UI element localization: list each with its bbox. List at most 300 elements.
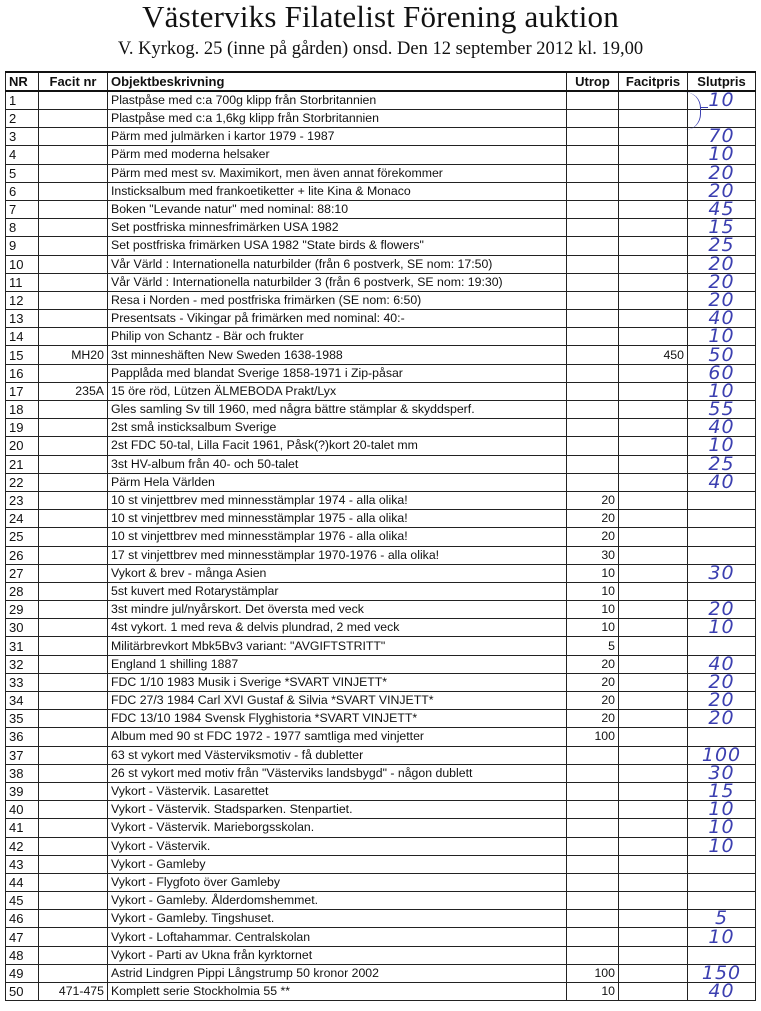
cell-description: Papplåda med blandat Sverige 1858-1971 i Zip-påsar [108, 364, 567, 382]
cell-slutpris: 20 [688, 273, 756, 291]
cell-utrop [567, 110, 619, 128]
cell-description: Vykort - Västervik. Marieborgsskolan. [108, 819, 567, 837]
cell-slutpris: 40 [688, 473, 756, 491]
cell-utrop [567, 746, 619, 764]
cell-slutpris: 70 [688, 128, 756, 146]
cell-slutpris: 40 [688, 655, 756, 673]
cell-description: Pärm Hela Världen [108, 473, 567, 491]
cell-slutpris: 10 [688, 819, 756, 837]
cell-nr: 22 [6, 473, 39, 491]
cell-slutpris: 40 [688, 310, 756, 328]
cell-facitpris [619, 528, 688, 546]
table-row [6, 291, 756, 309]
cell-nr: 38 [6, 764, 39, 782]
cell-facitpris [619, 746, 688, 764]
cell-utrop [567, 128, 619, 146]
cell-facitpris [619, 692, 688, 710]
cell-utrop [567, 473, 619, 491]
cell-facitpris [619, 764, 688, 782]
cell-slutpris [688, 510, 756, 528]
cell-description: Vykort - Gamleby [108, 855, 567, 873]
cell-utrop [567, 346, 619, 364]
cell-nr: 41 [6, 819, 39, 837]
cell-slutpris: 25 [688, 455, 756, 473]
cell-slutpris: 20 [688, 692, 756, 710]
cell-slutpris: 100 [688, 746, 756, 764]
cell-facit-nr [39, 910, 108, 928]
cell-utrop [567, 946, 619, 964]
cell-description: FDC 27/3 1984 Carl XVI Gustaf & Silvia *SVART VINJETT* [108, 692, 567, 710]
cell-description: 4st vykort. 1 med reva & delvis plundrad, 2 med veck [108, 619, 567, 637]
cell-nr: 46 [6, 910, 39, 928]
table-row [6, 273, 756, 291]
cell-slutpris [688, 491, 756, 509]
cell-description: 3st HV-album från 40- och 50-talet [108, 455, 567, 473]
cell-utrop: 20 [567, 491, 619, 509]
cell-facit-nr [39, 419, 108, 437]
cell-nr: 18 [6, 401, 39, 419]
cell-nr: 27 [6, 564, 39, 582]
table-row [6, 328, 756, 346]
cell-nr: 44 [6, 873, 39, 891]
cell-slutpris [688, 873, 756, 891]
cell-description: Pärm med julmärken i kartor 1979 - 1987 [108, 128, 567, 146]
cell-facitpris [619, 728, 688, 746]
cell-nr: 36 [6, 728, 39, 746]
cell-slutpris: 15 [688, 219, 756, 237]
page-title: Västerviks Filatelist Förening auktion [142, 0, 619, 34]
table-row [6, 401, 756, 419]
cell-utrop: 10 [567, 983, 619, 1001]
cell-nr: 42 [6, 837, 39, 855]
cell-nr: 31 [6, 637, 39, 655]
table-row [6, 619, 756, 637]
cell-nr: 1 [6, 91, 39, 110]
cell-description: England 1 shilling 1887 [108, 655, 567, 673]
cell-facit-nr [39, 946, 108, 964]
cell-slutpris [688, 892, 756, 910]
cell-facit-nr [39, 728, 108, 746]
cell-facit-nr [39, 582, 108, 600]
cell-slutpris: 40 [688, 983, 756, 1001]
cell-description: 10 st vinjettbrev med minnesstämplar 1976 - alla olika! [108, 528, 567, 546]
table-row [6, 91, 756, 110]
cell-utrop [567, 182, 619, 200]
cell-slutpris: 150 [688, 964, 756, 982]
cell-slutpris: 15 [688, 782, 756, 800]
cell-slutpris [688, 546, 756, 564]
cell-utrop [567, 164, 619, 182]
cell-slutpris [688, 528, 756, 546]
cell-description: FDC 1/10 1983 Musik i Sverige *SVART VINJETT* [108, 673, 567, 691]
cell-utrop: 20 [567, 510, 619, 528]
table-row [6, 782, 756, 800]
cell-utrop [567, 237, 619, 255]
cell-slutpris: 20 [688, 710, 756, 728]
cell-facitpris [619, 364, 688, 382]
cell-facit-nr [39, 964, 108, 982]
cell-facitpris [619, 710, 688, 728]
cell-description: 2st FDC 50-tal, Lilla Facit 1961, Påsk(?)kort 20-talet mm [108, 437, 567, 455]
cell-slutpris: 45 [688, 200, 756, 218]
cell-description: Set postfriska minnesfrimärken USA 1982 [108, 219, 567, 237]
cell-description: Pärm med mest sv. Maximikort, men även annat förekommer [108, 164, 567, 182]
cell-facitpris [619, 564, 688, 582]
table-row [6, 964, 756, 982]
cell-facit-nr [39, 892, 108, 910]
auction-table [5, 71, 756, 1001]
cell-facit-nr [39, 273, 108, 291]
cell-nr: 5 [6, 164, 39, 182]
cell-utrop [567, 910, 619, 928]
column-header-utrop: Utrop [567, 72, 619, 91]
cell-description: Album med 90 st FDC 1972 - 1977 samtliga med vinjetter [108, 728, 567, 746]
cell-description: 3st mindre jul/nyårskort. Det översta med veck [108, 601, 567, 619]
table-row [6, 582, 756, 600]
cell-description: Philip von Schantz - Bär och frukter [108, 328, 567, 346]
cell-slutpris: 10 [688, 928, 756, 946]
cell-slutpris: 20 [688, 255, 756, 273]
cell-nr: 9 [6, 237, 39, 255]
table-row [6, 164, 756, 182]
cell-description: Vykort - Västervik. [108, 837, 567, 855]
cell-facit-nr [39, 146, 108, 164]
cell-facitpris [619, 146, 688, 164]
cell-facit-nr [39, 619, 108, 637]
table-row [6, 601, 756, 619]
cell-nr: 8 [6, 219, 39, 237]
table-row [6, 819, 756, 837]
cell-facitpris [619, 455, 688, 473]
cell-utrop [567, 873, 619, 891]
cell-nr: 33 [6, 673, 39, 691]
table-row [6, 200, 756, 218]
cell-facitpris [619, 128, 688, 146]
cell-slutpris: 10 [688, 801, 756, 819]
cell-facitpris: 450 [619, 346, 688, 364]
cell-facit-nr [39, 764, 108, 782]
table-row [6, 855, 756, 873]
cell-facitpris [619, 401, 688, 419]
cell-facit-nr [39, 291, 108, 309]
cell-facitpris [619, 164, 688, 182]
cell-description: Plastpåse med c:a 1,6kg klipp från Storbritannien [108, 110, 567, 128]
cell-facit-nr [39, 564, 108, 582]
table-row [6, 655, 756, 673]
cell-utrop [567, 310, 619, 328]
table-row [6, 546, 756, 564]
cell-utrop: 20 [567, 710, 619, 728]
cell-facit-nr: 471-475 [39, 983, 108, 1001]
cell-utrop [567, 855, 619, 873]
cell-nr: 7 [6, 200, 39, 218]
cell-facit-nr [39, 601, 108, 619]
table-row [6, 182, 756, 200]
cell-slutpris: 20 [688, 164, 756, 182]
column-header-slutpris: Slutpris [688, 72, 756, 91]
cell-nr: 17 [6, 382, 39, 400]
cell-description: Vår Värld : Internationella naturbilder (från 6 postverk, SE nom: 17:50) [108, 255, 567, 273]
cell-description: Vykort - Västervik. Stadsparken. Stenpartiet. [108, 801, 567, 819]
cell-facitpris [619, 382, 688, 400]
cell-description: Vykort & brev - många Asien [108, 564, 567, 582]
cell-description: Presentsats - Vikingar på frimärken med nominal: 40:- [108, 310, 567, 328]
cell-utrop [567, 764, 619, 782]
cell-facit-nr [39, 328, 108, 346]
cell-nr: 23 [6, 491, 39, 509]
table-row [6, 310, 756, 328]
cell-slutpris [688, 637, 756, 655]
table-row [6, 764, 756, 782]
cell-description: Plastpåse med c:a 700g klipp från Storbritannien [108, 91, 567, 110]
cell-nr: 49 [6, 964, 39, 982]
table-row [6, 219, 756, 237]
cell-slutpris: 10 [688, 382, 756, 400]
cell-utrop [567, 273, 619, 291]
cell-facit-nr [39, 437, 108, 455]
cell-facit-nr [39, 928, 108, 946]
cell-slutpris: 40 [688, 419, 756, 437]
cell-nr: 25 [6, 528, 39, 546]
cell-facit-nr [39, 873, 108, 891]
cell-nr: 20 [6, 437, 39, 455]
table-row [6, 692, 756, 710]
cell-nr: 24 [6, 510, 39, 528]
cell-facitpris [619, 437, 688, 455]
table-row [6, 255, 756, 273]
cell-facitpris [619, 182, 688, 200]
cell-nr: 32 [6, 655, 39, 673]
cell-facit-nr [39, 219, 108, 237]
cell-slutpris: 30 [688, 764, 756, 782]
cell-facit-nr [39, 673, 108, 691]
cell-utrop [567, 455, 619, 473]
handwritten-bracket-mark [672, 92, 701, 130]
cell-facit-nr [39, 819, 108, 837]
cell-description: 15 öre röd, Lützen ÄLMEBODA Prakt/Lyx [108, 382, 567, 400]
cell-nr: 12 [6, 291, 39, 309]
table-row [6, 983, 756, 1001]
cell-slutpris: 10 [688, 437, 756, 455]
cell-facitpris [619, 855, 688, 873]
table-row [6, 946, 756, 964]
cell-facitpris [619, 237, 688, 255]
cell-facit-nr [39, 692, 108, 710]
table-header-row [6, 72, 756, 91]
cell-description: Vykort - Västervik. Lasarettet [108, 782, 567, 800]
table-row [6, 128, 756, 146]
cell-description: Vykort - Parti av Ukna från kyrktornet [108, 946, 567, 964]
cell-slutpris: 10 [688, 91, 756, 110]
cell-description: Astrid Lindgren Pippi Långstrump 50 kronor 2002 [108, 964, 567, 982]
cell-utrop: 10 [567, 601, 619, 619]
cell-nr: 2 [6, 110, 39, 128]
cell-nr: 34 [6, 692, 39, 710]
cell-utrop [567, 819, 619, 837]
cell-nr: 45 [6, 892, 39, 910]
table-row [6, 637, 756, 655]
cell-facitpris [619, 782, 688, 800]
cell-nr: 43 [6, 855, 39, 873]
cell-description: Gles samling Sv till 1960, med några bättre stämplar & skyddsperf. [108, 401, 567, 419]
cell-facitpris [619, 655, 688, 673]
cell-slutpris: 50 [688, 346, 756, 364]
cell-facitpris [619, 328, 688, 346]
cell-slutpris [688, 855, 756, 873]
cell-facit-nr [39, 455, 108, 473]
cell-slutpris: 20 [688, 182, 756, 200]
cell-description: Resa i Norden - med postfriska frimärken (SE nom: 6:50) [108, 291, 567, 309]
cell-slutpris [688, 728, 756, 746]
cell-nr: 40 [6, 801, 39, 819]
cell-facitpris [619, 219, 688, 237]
table-row [6, 873, 756, 891]
cell-description: Vykort - Gamleby. Tingshuset. [108, 910, 567, 928]
cell-utrop [567, 291, 619, 309]
table-row [6, 382, 756, 400]
cell-utrop: 10 [567, 564, 619, 582]
cell-utrop [567, 401, 619, 419]
cell-description: Insticksalbum med frankoetiketter + lite Kina & Monaco [108, 182, 567, 200]
cell-utrop [567, 219, 619, 237]
column-header-facitpris: Facitpris [619, 72, 688, 91]
cell-nr: 28 [6, 582, 39, 600]
cell-facitpris [619, 619, 688, 637]
cell-nr: 10 [6, 255, 39, 273]
cell-facit-nr [39, 110, 108, 128]
cell-nr: 14 [6, 328, 39, 346]
cell-nr: 29 [6, 601, 39, 619]
cell-nr: 13 [6, 310, 39, 328]
cell-slutpris: 20 [688, 601, 756, 619]
cell-description: 5st kuvert med Rotarystämplar [108, 582, 567, 600]
cell-facitpris [619, 801, 688, 819]
cell-facit-nr: 235A [39, 382, 108, 400]
cell-facit-nr [39, 855, 108, 873]
cell-facit-nr [39, 364, 108, 382]
table-row [6, 728, 756, 746]
cell-facitpris [619, 837, 688, 855]
table-row [6, 710, 756, 728]
cell-facitpris [619, 419, 688, 437]
cell-nr: 6 [6, 182, 39, 200]
table-row [6, 510, 756, 528]
cell-slutpris: 5 [688, 910, 756, 928]
cell-slutpris [688, 582, 756, 600]
cell-nr: 37 [6, 746, 39, 764]
cell-utrop [567, 419, 619, 437]
cell-facit-nr [39, 637, 108, 655]
cell-facitpris [619, 819, 688, 837]
table-row [6, 892, 756, 910]
table-row [6, 801, 756, 819]
cell-facitpris [619, 491, 688, 509]
cell-facitpris [619, 200, 688, 218]
cell-slutpris [688, 946, 756, 964]
table-row [6, 746, 756, 764]
table-row [6, 237, 756, 255]
cell-facit-nr [39, 528, 108, 546]
cell-utrop [567, 200, 619, 218]
cell-slutpris: 10 [688, 619, 756, 637]
cell-facit-nr [39, 200, 108, 218]
cell-facit-nr [39, 655, 108, 673]
table-row [6, 110, 756, 128]
cell-facit-nr: MH20 [39, 346, 108, 364]
cell-description: Militärbrevkort Mbk5Bv3 variant: "AVGIFTSTRITT" [108, 637, 567, 655]
cell-description: 17 st vinjettbrev med minnesstämplar 1970-1976 - alla olika! [108, 546, 567, 564]
cell-facitpris [619, 546, 688, 564]
cell-nr: 11 [6, 273, 39, 291]
cell-slutpris: 10 [688, 146, 756, 164]
cell-utrop [567, 782, 619, 800]
cell-utrop: 20 [567, 673, 619, 691]
cell-slutpris: 20 [688, 673, 756, 691]
cell-facitpris [619, 637, 688, 655]
cell-nr: 30 [6, 619, 39, 637]
table-row [6, 455, 756, 473]
table-row [6, 910, 756, 928]
cell-nr: 47 [6, 928, 39, 946]
cell-description: Boken "Levande natur" med nominal: 88:10 [108, 200, 567, 218]
cell-nr: 35 [6, 710, 39, 728]
cell-slutpris: 10 [688, 837, 756, 855]
cell-description: 10 st vinjettbrev med minnesstämplar 1975 - alla olika! [108, 510, 567, 528]
cell-utrop: 10 [567, 619, 619, 637]
cell-facitpris [619, 928, 688, 946]
cell-description: Vykort - Gamleby. Ålderdomshemmet. [108, 892, 567, 910]
cell-utrop [567, 801, 619, 819]
cell-nr: 16 [6, 364, 39, 382]
cell-facitpris [619, 673, 688, 691]
cell-facitpris [619, 873, 688, 891]
cell-description: Vykort - Flygfoto över Gamleby [108, 873, 567, 891]
cell-utrop: 5 [567, 637, 619, 655]
cell-facit-nr [39, 182, 108, 200]
cell-facit-nr [39, 746, 108, 764]
cell-utrop [567, 837, 619, 855]
cell-nr: 15 [6, 346, 39, 364]
cell-utrop [567, 328, 619, 346]
cell-facitpris [619, 946, 688, 964]
cell-facit-nr [39, 401, 108, 419]
cell-facitpris [619, 582, 688, 600]
cell-slutpris: 25 [688, 237, 756, 255]
cell-description: FDC 13/10 1984 Svensk Flyghistoria *SVART VINJETT* [108, 710, 567, 728]
cell-utrop [567, 892, 619, 910]
cell-utrop [567, 928, 619, 946]
cell-utrop [567, 382, 619, 400]
cell-utrop: 20 [567, 655, 619, 673]
page-subtitle: V. Kyrkog. 25 (inne på gården) onsd. Den 12 september 2012 kl. 19,00 [117, 39, 644, 59]
table-row [6, 673, 756, 691]
table-row [6, 528, 756, 546]
cell-facit-nr [39, 310, 108, 328]
cell-facitpris [619, 291, 688, 309]
cell-description: 3st minneshäften New Sweden 1638-1988 [108, 346, 567, 364]
cell-slutpris: 55 [688, 401, 756, 419]
cell-facit-nr [39, 837, 108, 855]
cell-utrop [567, 91, 619, 110]
cell-nr: 3 [6, 128, 39, 146]
cell-slutpris: 20 [688, 291, 756, 309]
cell-facitpris [619, 473, 688, 491]
cell-description: Pärm med moderna helsaker [108, 146, 567, 164]
table-row [6, 146, 756, 164]
cell-nr: 4 [6, 146, 39, 164]
cell-utrop: 30 [567, 546, 619, 564]
cell-utrop: 10 [567, 582, 619, 600]
